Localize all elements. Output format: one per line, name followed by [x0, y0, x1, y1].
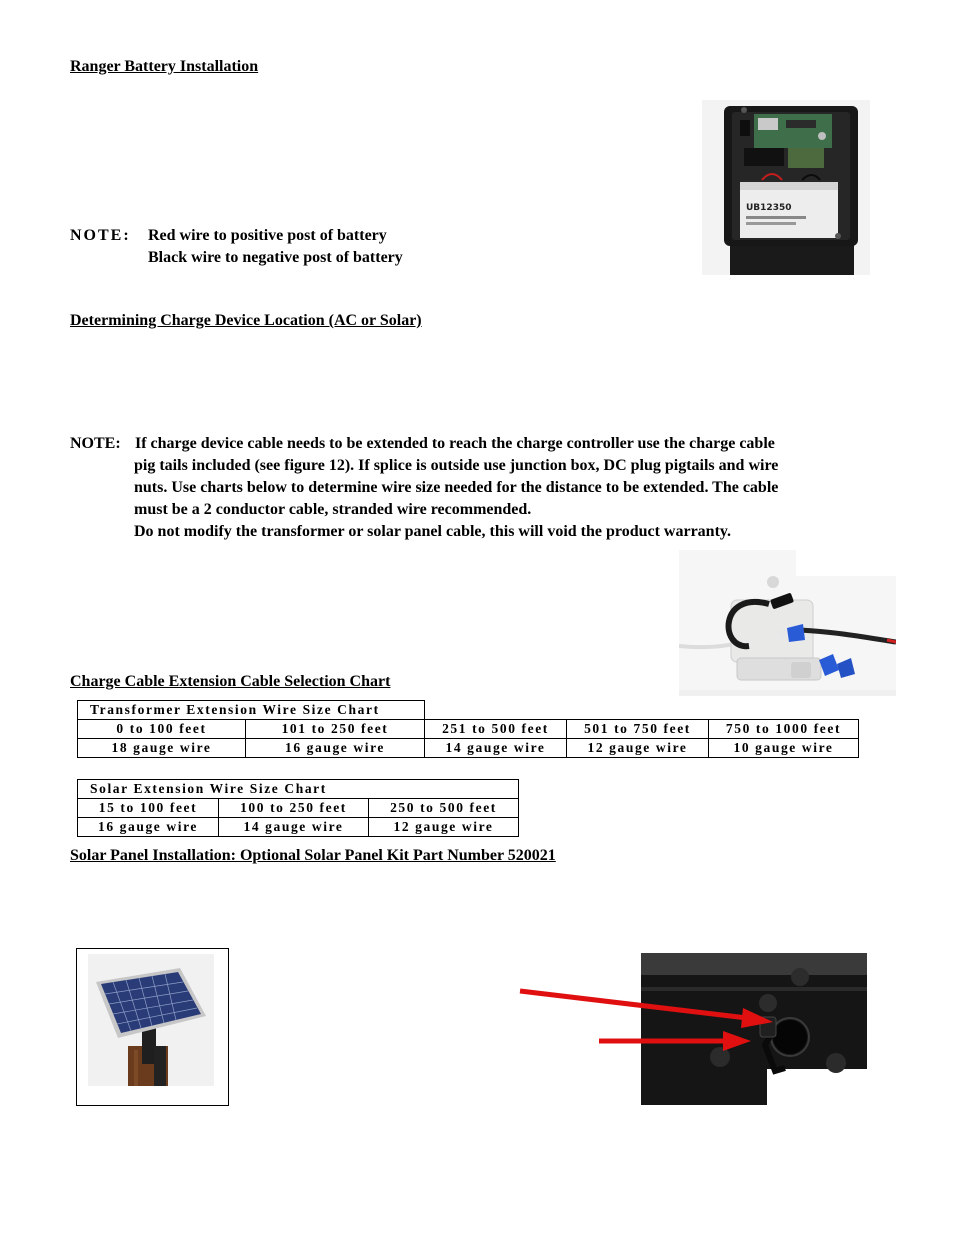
battery-note-line-1: Red wire to positive post of battery	[148, 227, 387, 244]
charge-device-heading: Determining Charge Device Location (AC or Solar)	[70, 312, 422, 329]
table-cell: 14 gauge wire	[425, 739, 567, 758]
charge-note-line-3: must be a 2 conductor cable, stranded wire recommended.	[134, 501, 532, 518]
table-cell: 10 gauge wire	[709, 739, 859, 758]
junction-box-image	[679, 550, 896, 696]
solar-panel-image	[88, 954, 214, 1086]
solar-wire-chart	[77, 779, 519, 837]
junction-box-photo	[679, 550, 896, 696]
table-cell: 251 to 500 feet	[425, 720, 567, 739]
table-row	[78, 720, 859, 739]
table-cell: 15 to 100 feet	[78, 799, 219, 818]
table-row	[78, 739, 859, 758]
table-cell: 250 to 500 feet	[369, 799, 519, 818]
table-cell: 18 gauge wire	[78, 739, 246, 758]
charge-note-line-4: Do not modify the transformer or solar panel cable, this will void the product warranty.	[134, 523, 732, 540]
charge-note-line-2: nuts. Use charts below to determine wire size needed for the distance to be extended. The cable	[134, 479, 779, 496]
table-cell-empty	[425, 701, 859, 720]
solar-panel-figure	[76, 948, 229, 1106]
table-cell: 14 gauge wire	[219, 818, 369, 837]
pointer-arrows	[515, 980, 777, 1060]
battery-note-label: NOTE:	[70, 227, 131, 244]
charge-note-line-1: pig tails included (see figure 12). If splice is outside use junction box, DC plug pigtails and wire	[134, 457, 779, 474]
table-cell: 750 to 1000 feet	[709, 720, 859, 739]
solar-chart-title: Solar Extension Wire Size Chart	[78, 780, 519, 799]
solar-panel-photo	[88, 954, 214, 1086]
table-cell: 101 to 250 feet	[246, 720, 425, 739]
table-cell: 501 to 750 feet	[567, 720, 709, 739]
transformer-chart-title: Transformer Extension Wire Size Chart	[78, 701, 425, 720]
battery-note-line-2: Black wire to negative post of battery	[148, 249, 403, 266]
solar-install-heading: Solar Panel Installation: Optional Solar Panel Kit Part Number 520021	[70, 847, 556, 864]
battery-label-text: UB12350	[746, 203, 792, 213]
table-cell: 16 gauge wire	[78, 818, 219, 837]
charge-note-label: NOTE:	[70, 435, 121, 452]
table-cell: 0 to 100 feet	[78, 720, 246, 739]
table-row	[78, 780, 519, 799]
charge-note-line-0: If charge device cable needs to be extended to reach the charge controller use the charge cable	[135, 435, 775, 452]
table-row	[78, 701, 859, 720]
table-cell: 16 gauge wire	[246, 739, 425, 758]
battery-heading: Ranger Battery Installation	[70, 58, 259, 75]
battery-enclosure-photo	[702, 100, 870, 275]
battery-enclosure-image	[702, 100, 870, 275]
extension-chart-heading: Charge Cable Extension Cable Selection Chart	[70, 673, 391, 690]
table-cell: 100 to 250 feet	[219, 799, 369, 818]
lower-arrow-icon	[599, 1031, 751, 1051]
table-cell: 12 gauge wire	[567, 739, 709, 758]
table-row	[78, 818, 519, 837]
transformer-wire-chart	[77, 700, 859, 758]
table-cell: 12 gauge wire	[369, 818, 519, 837]
upper-arrow-icon	[520, 991, 773, 1028]
table-row	[78, 799, 519, 818]
